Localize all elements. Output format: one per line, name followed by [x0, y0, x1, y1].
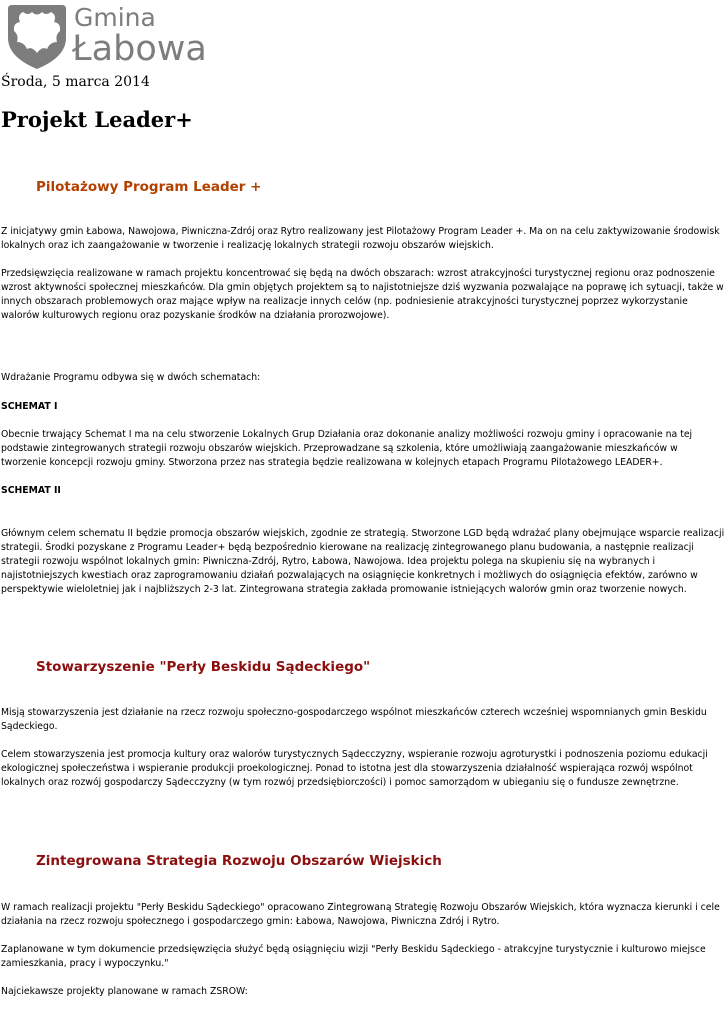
page-title: Projekt Leader+ — [1, 107, 193, 132]
paragraph: Przedsięwzięcia realizowane w ramach projektu koncentrować się będą na dwóch obszarach: wzrost atrakcyjności turystycznej regionu oraz podnoszenie wzrost aktywności społecznej mieszkańców. Dla gmin objętych projektem są to najistotniejsze dziś wyzwania pozwalające na poprawę ich sytuacji, także w innych obszarach problemowych oraz mające wpływ na realizacje innych celów (np. podniesienie atrakcyjności turystycznej poprzez wykorzystanie walorów kulturowych regionu oraz pozyskanie środków na działania prorozwojowe). — [1, 268, 724, 321]
schemat-2-label: SCHEMAT II — [1, 485, 61, 496]
section-heading-pilot-program: Pilotażowy Program Leader + — [36, 179, 262, 195]
section-heading-zsrow: Zintegrowana Strategia Rozwoju Obszarów Wiejskich — [36, 853, 442, 869]
paragraph: Zaplanowane w tym dokumencie przedsięwzięcia służyć będą osiągnięciu wizji "Perły Beskidu Sądeckiego - atrakcyjne turystycznie i kulturowo miejsce zamieszkania, pracy i wypoczynku." — [1, 944, 706, 969]
paragraph: Z inicjatywy gmin Łabowa, Nawojowa, Piwniczna-Zdrój oraz Rytro realizowany jest Pilotażowy Program Leader +. Ma on na celu zaktywizowanie środowisk lokalnych oraz ich zaangażowanie w tworzenie i realizację lokalnych strategii rozwoju obszarów wiejskich. — [1, 226, 720, 251]
schemat-1-label: SCHEMAT I — [1, 401, 58, 412]
date-line: Środa, 5 marca 2014 — [1, 74, 150, 90]
paragraph: Obecnie trwający Schemat I ma na celu stworzenie Lokalnych Grup Działania oraz dokonanie analizy możliwości rozwoju gminy i opracowanie na tej podstawie zintegrowanych strategii rozwoju obszarów wiejskich. Przeprowadzane są szkolenia, które umożliwiają zaangażowanie mieszkańców w tworzenie koncepcji rozwoju gminy. Stworzona przez nas strategia będzie realizowana w kolejnych etapach Programu Pilotażowego LEADER+. — [1, 429, 693, 468]
paragraph: Misją stowarzyszenia jest działanie na rzecz rozwoju społeczno-gospodarczego wspólnot mieszkańców czterech wcześniej wspomnianych gmin Beskidu Sądeckiego. — [1, 707, 707, 732]
paragraph: W ramach realizacji projektu "Perły Beskidu Sądeckiego" opracowano Zintegrowaną Strategię Rozwoju Obszarów Wiejskich, która wyznacza kierunki i cele działania na rzecz rozwoju społecznego i gospodarczego gmin: Łabowa, Nawojowa, Piwniczna Zdrój i Rytro. — [1, 902, 720, 927]
paragraph: Głównym celem schematu II będzie promocja obszarów wiejskich, zgodnie ze strategią. Stworzone LGD będą wdrażać plany obejmujące wsparcie realizacji strategii. Środki pozyskane z Programu Leader+ będą bezpośrednio kierowane na realizację zintegrowanego planu budowania, a następnie realizacji strategii rozwoju wspólnot lokalnych gmin: Piwniczna-Zdrój, Rytro, Łabowa, Nawojowa. Idea projektu polega na skupieniu się na wybranych i najistotniejszych kwestiach oraz zaprogramowaniu działań pozwalających na osiągnięcie konkretnych i możliwych do osiągnięcia efektów, zarówno w perspektywie wieloletniej jak i najbliższych 2-3 lat. Zintegrowana strategia zakłada promowanie istniejących walorów gmin oraz tworzenie nowych. — [1, 528, 725, 595]
section-heading-association: Stowarzyszenie "Perły Beskidu Sądeckiego" — [36, 659, 371, 675]
logo-line-labowa: Łabowa — [72, 29, 207, 69]
paragraph: Wdrażanie Programu odbywa się w dwóch schematach: — [1, 372, 261, 383]
paragraph: Najciekawsze projekty planowane w ramach ZSROW: — [1, 986, 248, 997]
paragraph: Celem stowarzyszenia jest promocja kultury oraz walorów turystycznych Sądecczyzny, wspieranie rozwoju agroturystki i podnoszenia poziomu edukacji ekologicznej społeczeństwa i wspieranie produkcji proekologicznej. Ponad to istotna jest dla stowarzyszenia działalność wspierająca rozwój wspólnot lokalnych oraz rozwój gospodarczy Sądecczyzny (w tym rozwój przedsiębiorczości) i pomoc samorządom w ubieganiu się o fundusze zewnętrzne. — [1, 749, 708, 788]
logo-line-gmina: Gmina — [74, 3, 156, 32]
crest-icon — [2, 2, 72, 72]
logo-wordmark — [72, 2, 207, 72]
municipality-logo[interactable] — [2, 2, 207, 72]
